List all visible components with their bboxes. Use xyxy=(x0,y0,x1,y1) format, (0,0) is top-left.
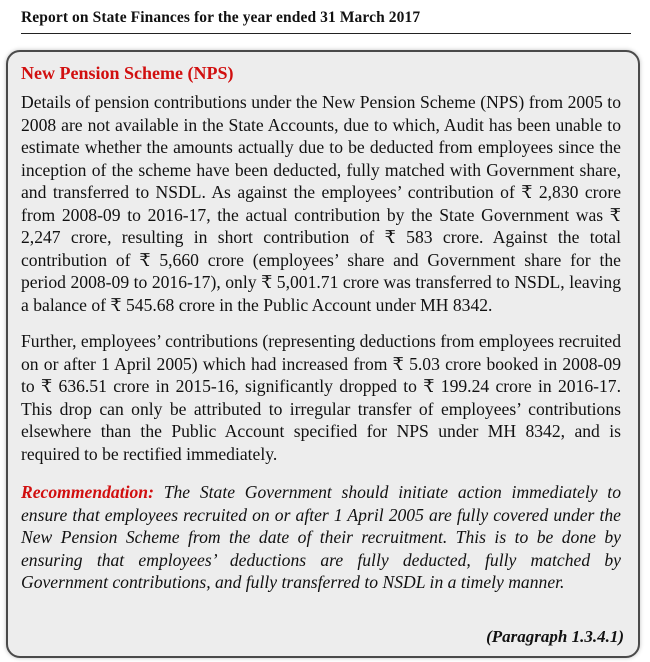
paragraph-details: Details of pension contributions under the New Pension Scheme (NPS) from 2005 to 2008 are not available in the State Accounts, due to which, Audit has been unable to estimate whether the amounts actually due to be deducted from employees since the inception of the scheme have been deducted, fully matched with Government share, and transferred to NSDL. As against the employees’ contribution of ₹ 2,830 crore from 2008-09 to 2016-17, the actual contribution by the State Government was ₹ 2,247 crore, resulting in short contribution of ₹ 583 crore. Against the total contribution of ₹ 5,660 crore (employees’ share and Government share for the period 2008-09 to 2016-17), only ₹ 5,001.71 crore was transferred to NSDL, leaving a balance of ₹ 545.68 crore in the Public Account under MH 8342. xyxy=(21,92,621,315)
page-header xyxy=(21,4,631,32)
box-content xyxy=(21,61,621,594)
recommendation-label: Recommendation: xyxy=(21,482,154,502)
recommendation-text: The State Government should initiate action immediately to ensure that employees recruited on or after 1 April 2005 are fully covered under the New Pension Scheme from the date of their recruitment. This is to be done by ensuring that employees’ deductions are fully deducted, fully matched by Government contributions, and fully transferred to NSDL in a timely manner. xyxy=(21,482,621,592)
header-divider xyxy=(21,33,631,34)
paragraph-reference: (Paragraph 1.3.4.1) xyxy=(486,627,624,646)
paragraph-further: Further, employees’ contributions (representing deductions from employees recruited on or after 1 April 2005) which had increased from ₹ 5.03 crore booked in 2008-09 to ₹ 636.51 crore in 2015-16, significantly dropped to ₹ 199.24 crore in 2016-17. This drop can only be attributed to irregular transfer of employees’ contributions elsewhere than the Public Account specified for NPS under MH 8342, and is required to be rectified immediately. xyxy=(21,331,621,464)
recommendation-paragraph xyxy=(21,481,621,594)
report-title: Report on State Finances for the year ended 31 March 2017 xyxy=(21,9,421,26)
nps-highlight-box xyxy=(6,50,640,658)
section-title: New Pension Scheme (NPS) xyxy=(21,63,234,83)
